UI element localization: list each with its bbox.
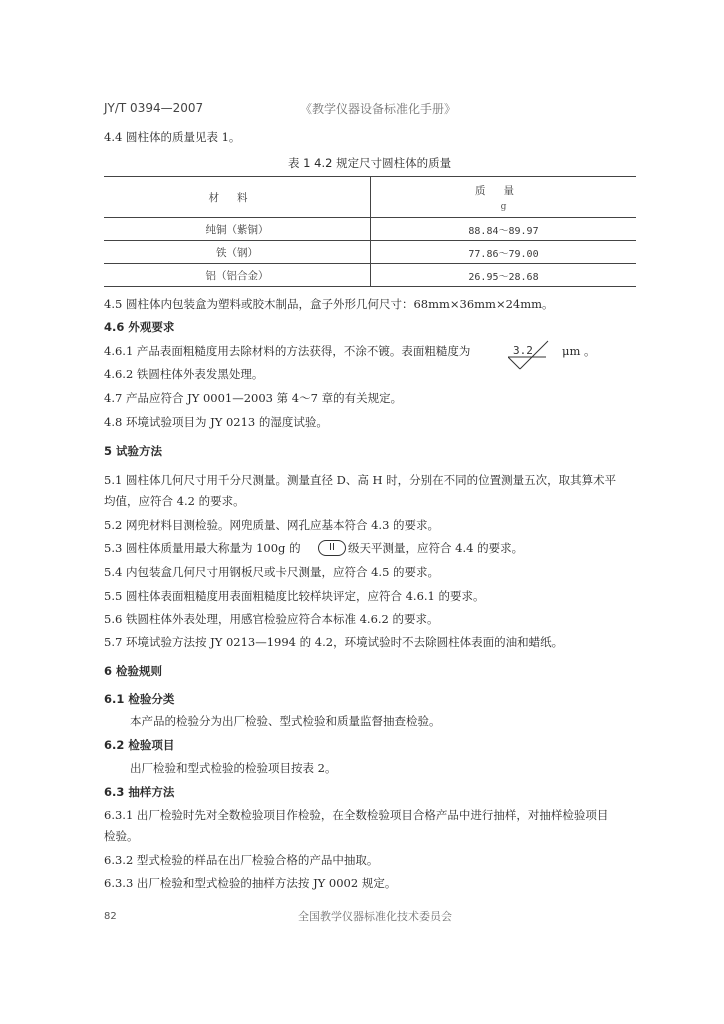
cell-mass: 77.86～79.00 bbox=[371, 241, 637, 264]
table-1-caption: 表 1 4.2 规定尺寸圆柱体的质量 bbox=[288, 156, 452, 170]
footer-publisher: 全国教学仪器标准化技术委员会 bbox=[298, 910, 452, 923]
clause-5-5: 5.5 圆柱体表面粗糙度用表面粗糙度比较样块评定，应符合 4.6.1 的要求。 bbox=[104, 589, 485, 603]
accuracy-class-mark: II bbox=[318, 540, 346, 556]
clause-6-3-3: 6.3.3 出厂检验和型式检验的抽样方法按 JY 0002 规定。 bbox=[104, 876, 397, 890]
clause-4-6-1: 4.6.1 产品表面粗糙度用去除材料的方法获得，不涂不镀。表面粗糙度为 bbox=[104, 344, 471, 358]
clause-4-4: 4.4 圆柱体的质量见表 1。 bbox=[104, 130, 241, 144]
header-material: 材料 bbox=[104, 177, 371, 218]
roughness-symbol bbox=[508, 340, 570, 370]
clause-6-3-1-line1: 6.3.1 出厂检验时先对全数检验项目作检验，在全数检验项目合格产品中进行抽样，对抽样检验项目 bbox=[104, 808, 609, 822]
clause-6-3-2: 6.3.2 型式检验的样品在出厂检验合格的产品中抽取。 bbox=[104, 853, 379, 867]
table-header-row bbox=[104, 177, 636, 218]
section-5-heading: 5 试验方法 bbox=[104, 444, 163, 458]
header-mass: 质量 g bbox=[371, 177, 637, 218]
clause-4-6-heading: 4.6 外观要求 bbox=[104, 320, 175, 334]
clause-5-4: 5.4 内包装盒几何尺寸用钢板尺或卡尺测量，应符合 4.5 的要求。 bbox=[104, 565, 440, 579]
clause-6-1-body: 本产品的检验分为出厂检验、型式检验和质量监督抽查检验。 bbox=[130, 714, 441, 728]
clause-5-3: 5.3 圆柱体质量用最大称量为 100g 的 bbox=[104, 541, 301, 555]
clause-6-3-heading: 6.3 抽样方法 bbox=[104, 785, 175, 799]
table-row bbox=[104, 264, 636, 287]
page-number: 82 bbox=[104, 911, 117, 922]
section-6-heading: 6 检验规则 bbox=[104, 664, 163, 678]
clause-6-2-heading: 6.2 检验项目 bbox=[104, 738, 175, 752]
clause-4-8: 4.8 环境试验项目为 JY 0213 的湿度试验。 bbox=[104, 415, 328, 429]
clause-6-3-1-line2: 检验。 bbox=[104, 829, 139, 843]
clause-5-2: 5.2 网兜材料目测检验。网兜质量、网孔应基本符合 4.3 的要求。 bbox=[104, 518, 440, 532]
table-row bbox=[104, 241, 636, 264]
mass-table bbox=[104, 176, 636, 287]
clause-6-1-heading: 6.1 检验分类 bbox=[104, 692, 175, 706]
clause-4-5: 4.5 圆柱体内包装盒为塑料或胶木制品，盒子外形几何尺寸：68mm×36mm×24mm。 bbox=[104, 297, 554, 311]
cell-material: 纯铜（紫铜） bbox=[104, 218, 371, 241]
header-handbook-title: 《教学仪器设备标准化手册》 bbox=[300, 102, 457, 116]
clause-5-7: 5.7 环境试验方法按 JY 0213—1994 的 4.2，环境试验时不去除圆柱体表面的油和蜡纸。 bbox=[104, 635, 564, 649]
roughness-value: 3.2 bbox=[513, 344, 533, 357]
clause-5-6: 5.6 铁圆柱体外表处理，用感官检验应符合本标准 4.6.2 的要求。 bbox=[104, 612, 439, 626]
clause-5-1-line2: 均值，应符合 4.2 的要求。 bbox=[104, 494, 245, 508]
cell-mass: 88.84～89.97 bbox=[371, 218, 637, 241]
cell-material: 铝（铝合金） bbox=[104, 264, 371, 287]
roughness-unit: μm 。 bbox=[562, 344, 596, 358]
clause-4-6-2: 4.6.2 铁圆柱体外表发黑处理。 bbox=[104, 367, 264, 381]
header-standard-code: JY/T 0394—2007 bbox=[104, 101, 204, 115]
cell-mass: 26.95～28.68 bbox=[371, 264, 637, 287]
clause-5-3-tail: 级天平测量，应符合 4.4 的要求。 bbox=[348, 541, 524, 555]
table-row bbox=[104, 218, 636, 241]
clause-4-7: 4.7 产品应符合 JY 0001—2003 第 4～7 章的有关规定。 bbox=[104, 391, 403, 405]
cell-material: 铁（钢） bbox=[104, 241, 371, 264]
clause-6-2-body: 出厂检验和型式检验的检验项目按表 2。 bbox=[130, 761, 337, 775]
clause-5-1-line1: 5.1 圆柱体几何尺寸用千分尺测量。测量直径 D、高 H 时，分别在不同的位置测量五次，取其算术平 bbox=[104, 473, 617, 487]
